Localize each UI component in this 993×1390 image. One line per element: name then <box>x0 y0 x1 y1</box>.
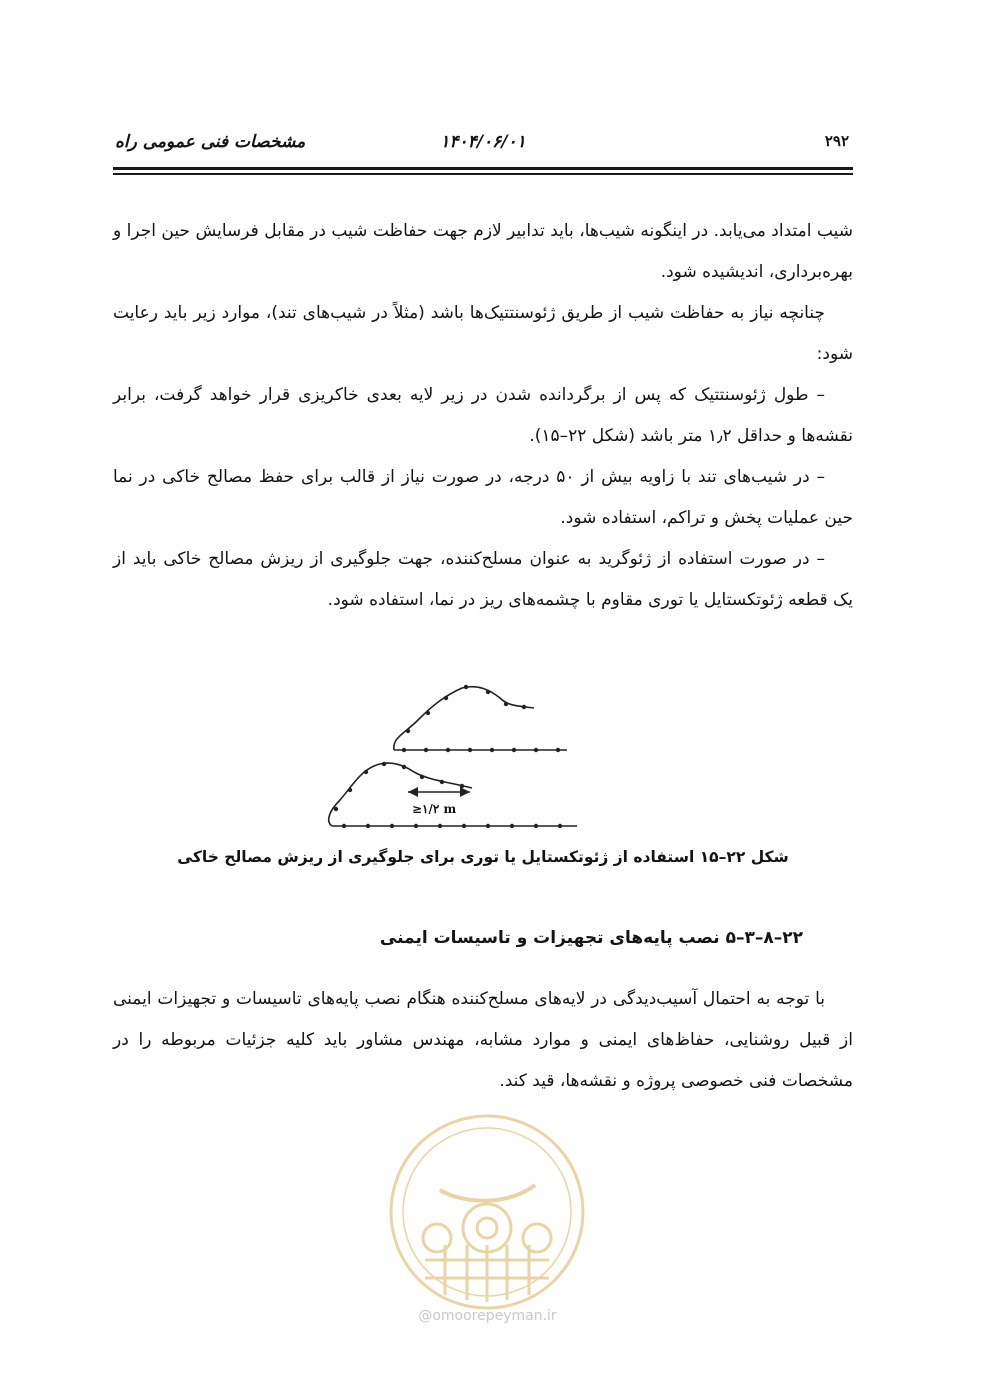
watermark-logo <box>385 1110 590 1315</box>
header-date: ۱۴۰۴/۰۶/۰۱ <box>440 132 526 152</box>
list-item-geogrid: – در صورت استفاده از ژئوگرید به عنوان مسلح‌کننده، جهت جلوگیری از ریزش مصالح خاکی باید از یک قطعه ژئوتکستایل یا توری مقاوم با چشمه‌های ریز در نما، استفاده شود. <box>113 549 853 610</box>
page-header <box>113 128 853 158</box>
figure-length-label: ≥۱/۲ m <box>412 802 457 816</box>
geotextile-wrap-figure <box>322 676 587 846</box>
body-text-top <box>113 211 853 621</box>
header-rule-thin <box>113 173 853 175</box>
figure-caption: شکل ۲۲–۱۵ استفاده از ژئوتکستایل یا توری برای جلوگیری از ریزش مصالح خاکی <box>177 848 789 866</box>
header-title: مشخصات فنی عمومی راه <box>115 132 306 152</box>
header-rule-thick <box>113 167 853 170</box>
page-number: ۲۹۲ <box>824 132 849 150</box>
paragraph-geosynthetic-intro: چنانچه نیاز به حفاظت شیب از طریق ژئوسنتتیک‌ها باشد (مثلاً در شیب‌های تند)، موارد زیر باید رعایت شود: <box>113 303 853 364</box>
paragraph-safety-installations: با توجه به احتمال آسیب‌دیدگی در لایه‌های مسلح‌کننده هنگام نصب پایه‌های تاسیسات و تجهیزات ایمنی از قبیل روشنایی، حفاظ‌های ایمنی و موارد مشابه، مهندس مشاور باید کلیه جزئیات مربوطه را در مشخصات فنی خصوصی پروژه و نقشه‌ها، قید کند. <box>113 989 853 1091</box>
list-item-length: – طول ژئوسنتتیک که پس از برگردانده شدن در زیر لایه بعدی خاکریزی قرار خواهد گرفت، برابر نقشه‌ها و حداقل ۱٫۲ متر باشد (شکل ۲۲–۱۵). <box>113 385 853 446</box>
body-text-bottom <box>113 979 853 1102</box>
watermark-text: @omoorepeyman.ir <box>418 1308 557 1324</box>
list-item-steep-slopes: – در شیب‌های تند با زاویه بیش از ۵۰ درجه، در صورت نیاز از قالب برای حفظ مصالح خاکی در نما حین عملیات پخش و تراکم، استفاده شود. <box>113 467 853 528</box>
section-heading: ۲۲–۸–۳–۵ نصب پایه‌های تجهیزات و تاسیسات ایمنی <box>379 928 803 948</box>
paragraph-slope-continuation: شیب امتداد می‌یابد. در اینگونه شیب‌ها، باید تدابیر لازم جهت حفاظت شیب در مقابل فرسایش حین اجرا و بهره‌برداری، اندیشیده شود. <box>113 221 853 282</box>
